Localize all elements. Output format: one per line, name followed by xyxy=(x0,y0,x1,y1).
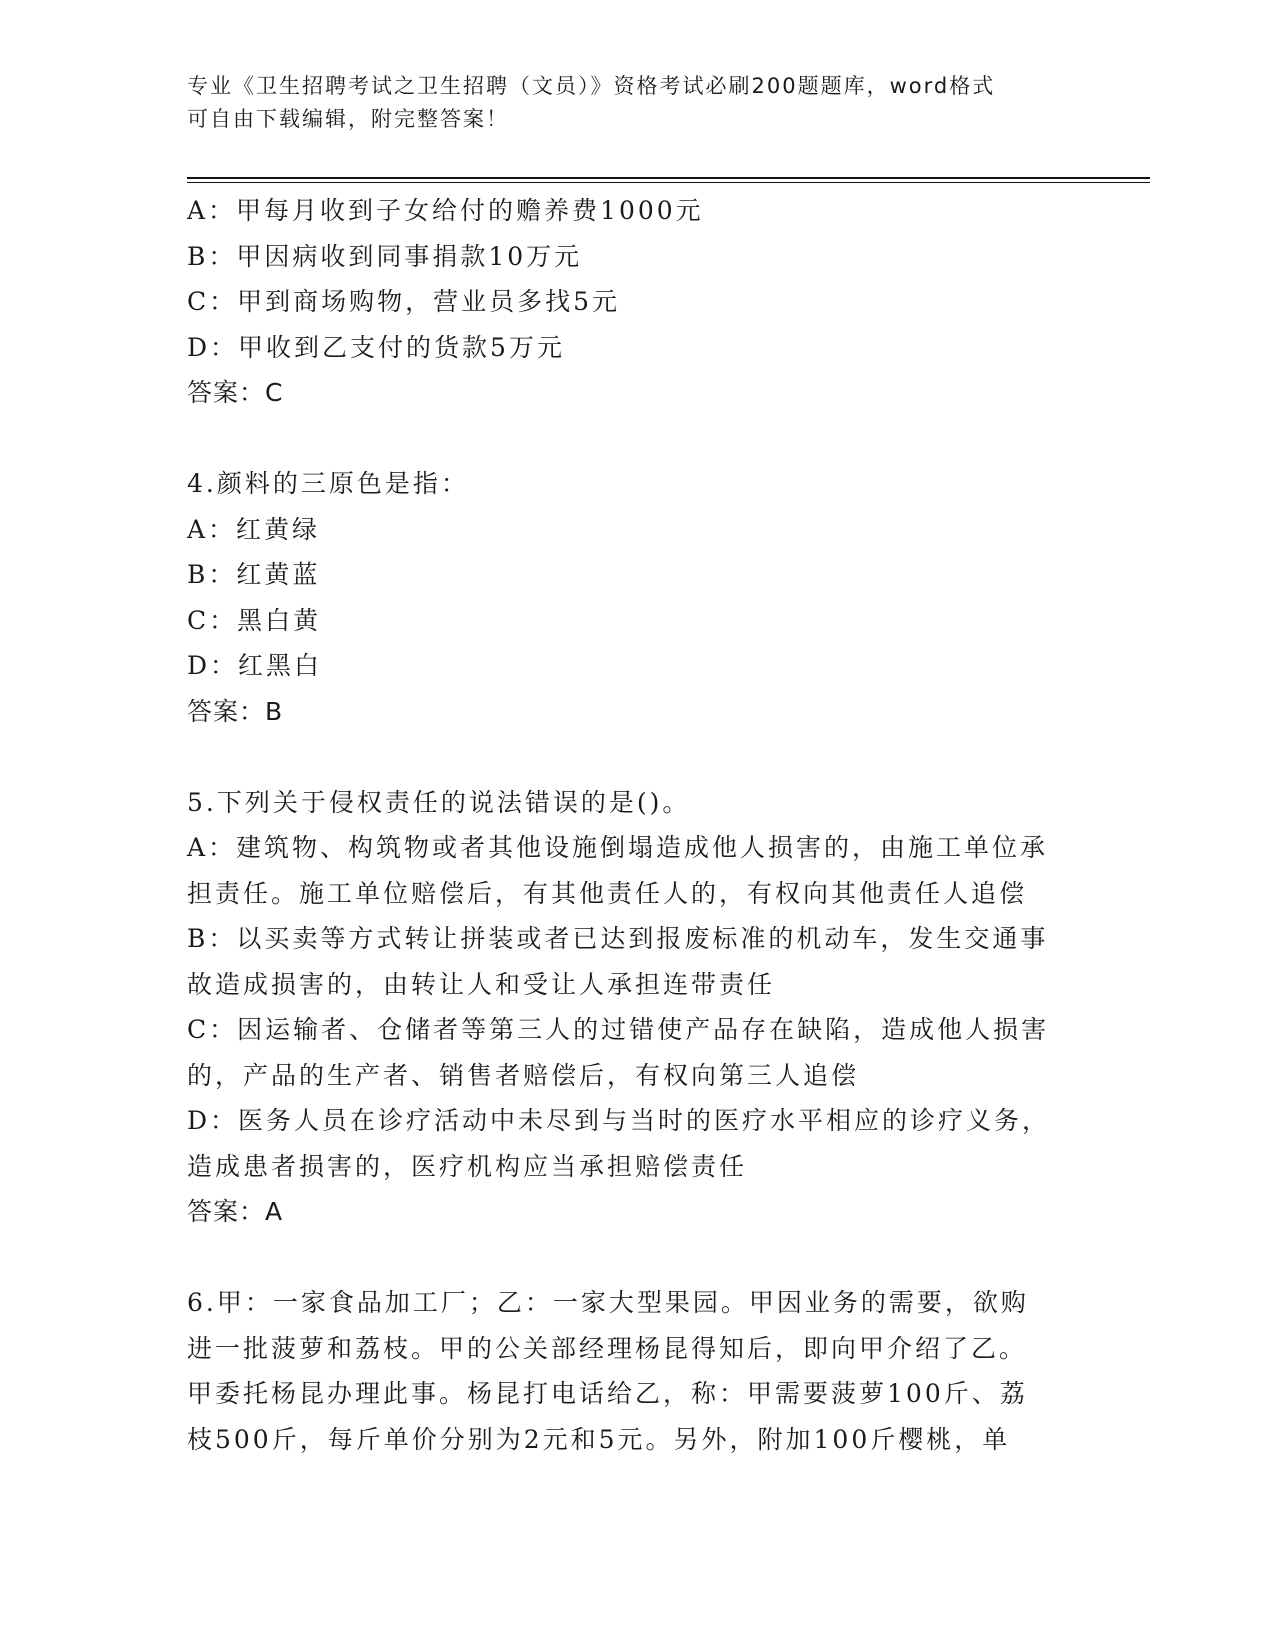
q6-line: 进一批菠萝和荔枝。甲的公关部经理杨昆得知后，即向甲介绍了乙。 xyxy=(187,1333,1028,1363)
document-header xyxy=(187,70,1087,136)
q4-answer: 答案：B xyxy=(187,696,284,726)
header-title-line-1: 专业《卫生招聘考试之卫生招聘（文员）》资格考试必刷200题题库，word格式 xyxy=(187,74,996,98)
q3-option-c: C：甲到商场购物，营业员多找5元 xyxy=(187,287,621,316)
q4-option-a: A：红黄绿 xyxy=(187,514,321,544)
q5-line: 担责任。施工单位赔偿后，有其他责任人的，有权向其他责任人追偿 xyxy=(187,878,1028,908)
q5-line: D：医务人员在诊疗活动中未尽到与当时的医疗水平相应的诊疗义务， xyxy=(187,1106,1051,1135)
header-rule-thick xyxy=(187,177,1150,179)
q4-stem: 4.颜料的三原色是指： xyxy=(187,469,469,498)
question-4 xyxy=(187,461,1087,734)
q3-option-b: B：甲因病收到同事捐款10万元 xyxy=(187,241,583,271)
q4-option-d: D：红黑白 xyxy=(187,651,323,680)
q5-line: C：因运输者、仓储者等第三人的过错使产品存在缺陷，造成他人损害 xyxy=(187,1015,1050,1044)
q5-answer: 答案：A xyxy=(187,1197,284,1226)
q6-line: 枝500斤，每斤单价分别为2元和5元。另外，附加100斤樱桃，单 xyxy=(187,1424,1011,1454)
q4-option-c: C：黑白黄 xyxy=(187,605,322,635)
q6-line: 6.甲：一家食品加工厂；乙：一家大型果园。甲因业务的需要，欲购 xyxy=(187,1288,1029,1317)
q6-line: 甲委托杨昆办理此事。杨昆打电话给乙，称：甲需要菠萝100斤、荔 xyxy=(187,1379,1028,1408)
question-3 xyxy=(187,188,1087,416)
header-rule-thin xyxy=(187,182,1150,183)
q5-stem: 5.下列关于侵权责任的说法错误的是()。 xyxy=(187,787,691,817)
spacer xyxy=(187,1235,1087,1281)
q3-option-a: A：甲每月收到子女给付的赡养费1000元 xyxy=(187,196,704,225)
q5-line: 造成患者损害的，医疗机构应当承担赔偿责任 xyxy=(187,1151,748,1181)
q3-answer: 答案：C xyxy=(187,378,284,407)
q3-option-d: D：甲收到乙支付的货款5万元 xyxy=(187,332,565,362)
q5-line: 的，产品的生产者、销售者赔偿后，有权向第三人追偿 xyxy=(187,1060,860,1090)
header-title-line-2: 可自由下载编辑，附完整答案！ xyxy=(187,107,509,131)
question-5 xyxy=(187,780,1087,1235)
spacer xyxy=(187,734,1087,780)
q5-line: 故造成损害的，由转让人和受让人承担连带责任 xyxy=(187,969,776,999)
question-content xyxy=(187,188,1087,1462)
spacer xyxy=(187,416,1087,462)
q5-line: B：以买卖等方式转让拼装或者已达到报废标准的机动车，发生交通事 xyxy=(187,924,1049,953)
q5-line: A：建筑物、构筑物或者其他设施倒塌造成他人损害的，由施工单位承 xyxy=(187,833,1049,862)
q4-option-b: B：红黄蓝 xyxy=(187,560,321,589)
question-6 xyxy=(187,1280,1087,1462)
